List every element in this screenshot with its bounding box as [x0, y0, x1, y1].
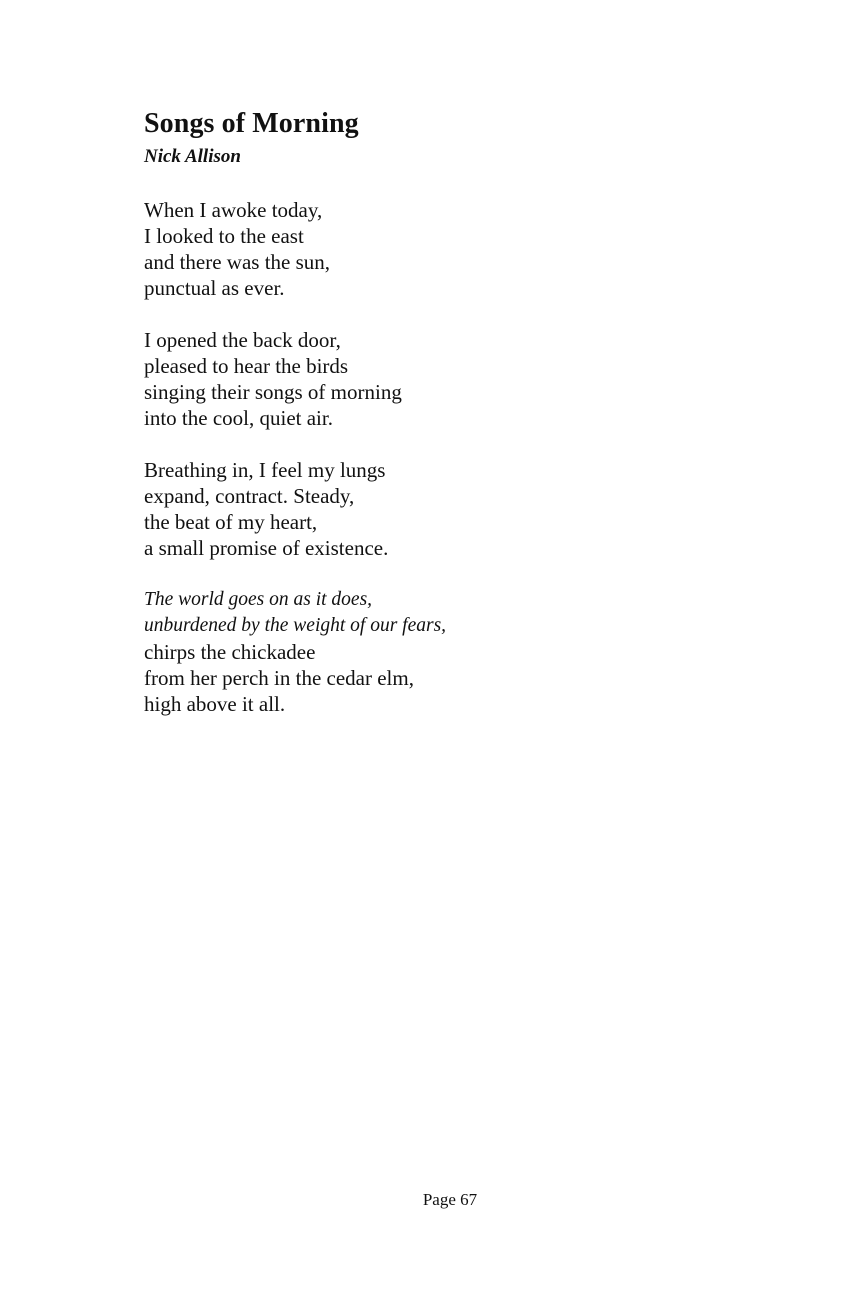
poem-line: I looked to the east — [144, 224, 304, 248]
poem-author: Nick Allison — [144, 146, 241, 167]
poem-line-italic: The world goes on as it does, — [144, 589, 373, 610]
poem-line: chirps the chickadee — [144, 640, 316, 664]
poem-line: into the cool, quiet air. — [144, 406, 333, 430]
stanza — [144, 197, 744, 301]
poem-line: I opened the back door, — [144, 328, 341, 352]
poem — [144, 106, 744, 743]
poem-body — [144, 197, 744, 717]
stanza — [144, 327, 744, 431]
stanza — [144, 457, 744, 561]
poem-line: Breathing in, I feel my lungs — [144, 458, 386, 482]
poem-line: pleased to hear the birds — [144, 354, 349, 378]
poem-line: singing their songs of morning — [144, 380, 402, 404]
poem-line: expand, contract. Steady, — [144, 484, 355, 508]
poem-line: a small promise of existence. — [144, 536, 389, 560]
page-number: Page 67 — [422, 1190, 478, 1209]
poem-line: the beat of my heart, — [144, 510, 318, 534]
poem-line-italic: unburdened by the weight of our fears, — [144, 615, 447, 636]
stanza — [144, 587, 744, 717]
poem-line: punctual as ever. — [144, 276, 285, 300]
poem-line: from her perch in the cedar elm, — [144, 666, 414, 690]
poem-line: high above it all. — [144, 692, 286, 716]
poem-line: and there was the sun, — [144, 250, 331, 274]
poem-line: When I awoke today, — [144, 198, 323, 222]
poem-title: Songs of Morning — [144, 108, 359, 139]
